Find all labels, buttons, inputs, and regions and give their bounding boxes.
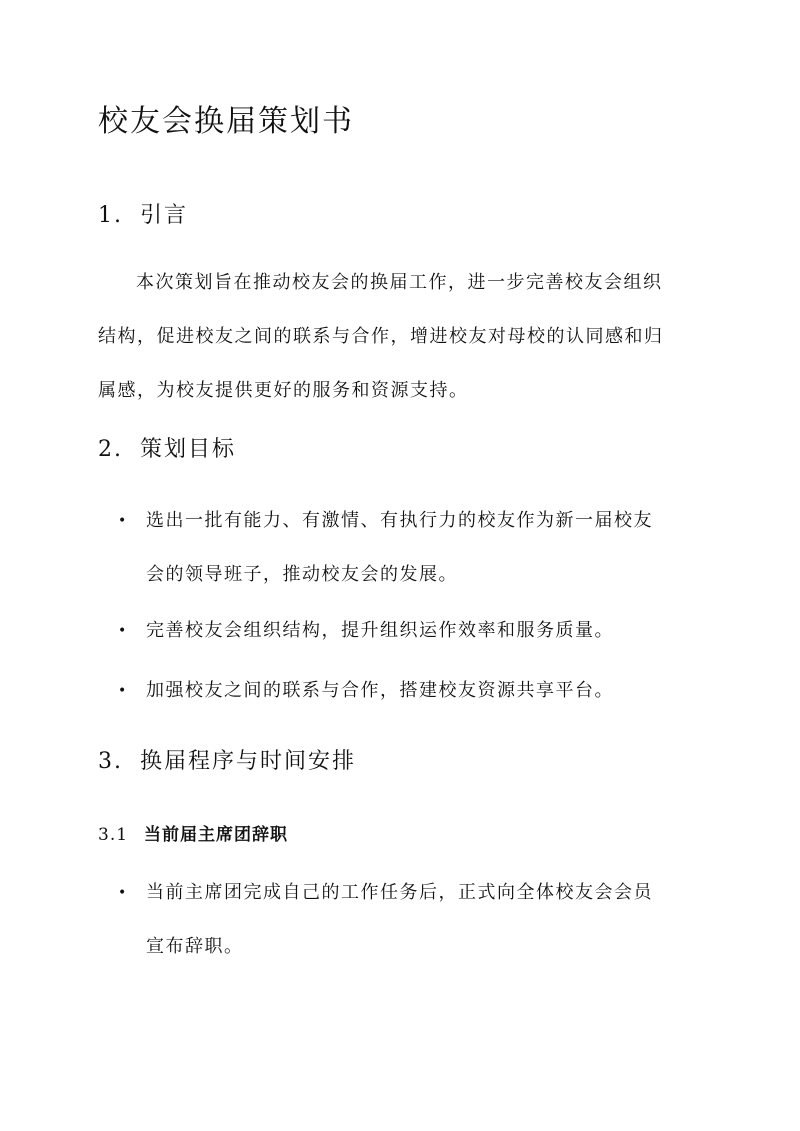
section-number: 3. — [98, 749, 123, 774]
subsection-heading — [98, 820, 288, 845]
list-item-text: 宣布辞职。 — [146, 936, 244, 957]
section-number: 1. — [98, 203, 123, 228]
list-item-text: 选出一批有能力、有激情、有执行力的校友作为新一届校友 — [146, 510, 653, 531]
paragraph-line: 属感，为校友提供更好的服务和资源支持。 — [98, 380, 469, 401]
section-heading-intro — [98, 198, 188, 229]
list-item-text: 完善校友会组织结构，提升组织运作效率和服务质量。 — [146, 620, 614, 641]
bullet-icon: • — [118, 885, 128, 901]
section-title: 换届程序与时间安排 — [140, 749, 357, 774]
list-item-text: 当前主席团完成自己的工作任务后，正式向全体校友会会员 — [146, 882, 653, 903]
section-heading-goals — [98, 432, 236, 463]
paragraph-line: 结构，促进校友之间的联系与合作，增进校友对母校的认同感和归 — [98, 326, 664, 347]
bullet-icon: • — [118, 683, 128, 699]
subsection-number: 3.1 — [98, 825, 129, 845]
bullet-icon: • — [118, 513, 128, 529]
list-item — [118, 604, 708, 658]
paragraph-line: 本次策划旨在推动校友会的换届工作，进一步完善校友会组织 — [136, 272, 663, 293]
list-item-text: 会的领导班子，推动校友会的发展。 — [146, 564, 458, 585]
bullet-icon: • — [118, 623, 128, 639]
list-item — [118, 664, 708, 718]
section-title: 引言 — [140, 203, 189, 228]
document-title: 校友会换届策划书 — [98, 104, 354, 139]
list-item — [118, 866, 708, 974]
list-item — [118, 494, 708, 602]
subsection-title: 当前届主席团辞职 — [144, 825, 288, 845]
section-title: 策划目标 — [140, 437, 237, 462]
list-item-text: 加强校友之间的联系与合作，搭建校友资源共享平台。 — [146, 680, 614, 701]
section-number: 2. — [98, 437, 123, 462]
section-heading-procedure — [98, 744, 356, 775]
intro-paragraph — [98, 256, 708, 418]
